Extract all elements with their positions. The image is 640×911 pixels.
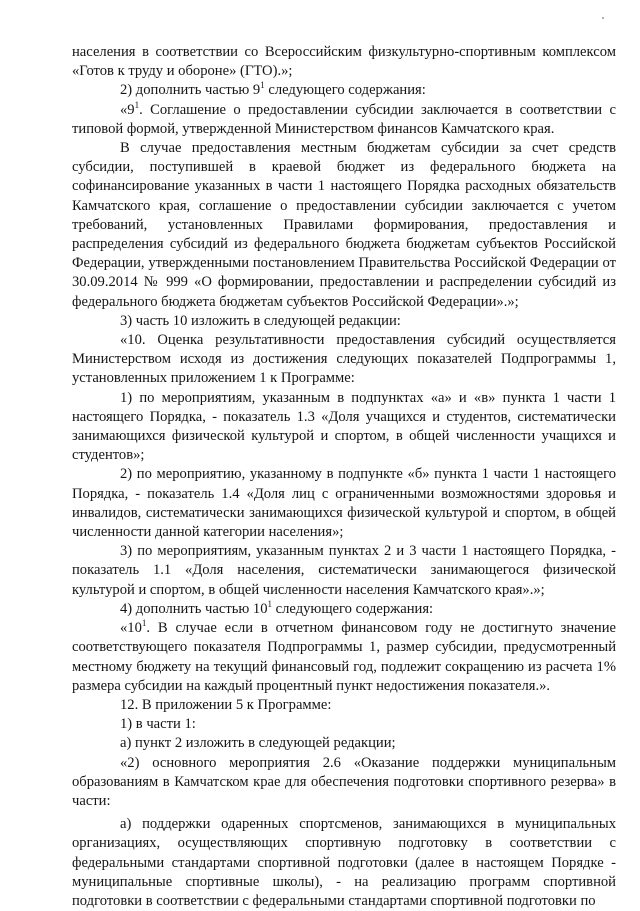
paragraph <box>72 696 616 715</box>
scan-mark <box>602 17 604 19</box>
paragraph <box>72 715 616 734</box>
paragraph-text: «2) основного мероприятия 2.6 «Оказание поддержки муниципальным образованиям в Камчатском крае для обеспечения подготовки спортивного резерва» в части: <box>72 754 616 809</box>
paragraph-text: 3) часть 10 изложить в следующей редакции: <box>120 312 401 329</box>
paragraph <box>72 331 616 389</box>
paragraph <box>72 600 616 619</box>
paragraph-text-tail: следующего содержания: <box>264 82 426 99</box>
paragraph-text-tail: . Соглашение о предоставлении субсидии заключается в соответствии с типовой формой, утвержденной Министерством финансов Камчатского края. <box>72 101 616 137</box>
paragraph-text: В случае предоставления местным бюджетам субсидии за счет средств субсидии, поступившей в краевой бюджет из федерального бюджета на софинансирование указанных в части 1 настоящего Порядка расходных обязательств Камчатского края, соглашение о предоставлении субсидии заключается с учетом требований, установленных Правилами формирования, предоставления и распределения субсидий из федерального бюджета бюджетам субъектов Российской Федерации, утвержденными постановлением Правительства Российской Федерации от 30.09.2014 № 999 «О формировании, предоставлении и распределении субсидий из федерального бюджета бюджетам субъектов Российской Федерации».»; <box>72 140 616 310</box>
paragraph-text: «9 <box>120 101 135 118</box>
paragraph-text: населения в соответствии со Всероссийским физкультурно-спортивным комплексом «Готов к труду и обороне» (ГТО).»; <box>72 44 616 80</box>
paragraph-text: «10. Оценка результативности предоставления субсидий осуществляется Министерством исходя из достижения следующих показателей Подпрограммы 1, установленных приложением 1 к Программе: <box>72 332 616 387</box>
paragraph-text: 12. В приложении 5 к Программе: <box>120 696 332 713</box>
paragraph <box>72 43 616 81</box>
paragraph-text-tail: . В случае если в отчетном финансовом году не достигнуто значение соответствующего показателя Подпрограммы 1, размер субсидии, предусмотренный местному бюджету на текущий финансовый год, подлежит сокращению из расчета 1% размера субсидии на каждый процентный пункт недостижения показателя.». <box>72 620 616 694</box>
paragraph <box>72 734 616 753</box>
paragraph <box>72 815 616 911</box>
paragraph <box>72 619 616 696</box>
paragraph-text: 1) в части 1: <box>120 716 196 733</box>
paragraph-text: 2) дополнить частью 9 <box>120 82 261 99</box>
superscript: 1 <box>141 618 147 629</box>
superscript: 1 <box>260 80 265 91</box>
paragraph <box>72 542 616 600</box>
paragraph <box>72 81 616 100</box>
paragraph-text: 4) дополнить частью 10 <box>120 600 268 617</box>
document-body <box>72 43 616 911</box>
paragraph-text: «10 <box>120 620 142 637</box>
paragraph-text: 2) по мероприятию, указанному в подпункте «б» пункта 1 части 1 настоящего Порядка, - показатель 1.4 «Доля лиц с ограниченными возможностями здоровья и инвалидов, систематически занимающихся физической культурой и спортом, в общей численности данной категории населения»; <box>72 466 616 541</box>
paragraph <box>72 101 616 139</box>
superscript: 1 <box>134 99 140 110</box>
paragraph <box>72 389 616 466</box>
paragraph <box>72 754 616 812</box>
paragraph-text: а) пункт 2 изложить в следующей редакции; <box>120 735 396 752</box>
paragraph-text: 3) по мероприятиям, указанным пунктах 2 и 3 части 1 настоящего Порядка, - показатель 1.1 «Доля населения, систематически занимающегося физической культурой и спортом, в общей численности населения Камчатского края».»; <box>72 543 616 598</box>
superscript: 1 <box>267 598 272 609</box>
paragraph-text: а) поддержки одаренных спортсменов, занимающихся в муниципальных организациях, осуществляющих спортивную подготовку в соответствии с федеральными стандартами спортивной подготовки (далее в настоящем Порядке - муниципальные спортивные школы), - на реализацию программ спортивной подготовки в соответствии с федеральными стандартами спортивной подготовки по <box>72 816 616 909</box>
paragraph-text-tail: следующего содержания: <box>272 600 434 617</box>
paragraph <box>72 312 616 331</box>
paragraph <box>72 139 616 312</box>
paragraph <box>72 465 616 542</box>
paragraph-text: 1) по мероприятиям, указанным в подпунктах «а» и «в» пункта 1 части 1 настоящего Порядка, - показатель 1.3 «Доля учащихся и студентов, систематически занимающихся физической культурой и спортом, в общей численности учащихся и студентов»; <box>72 389 616 464</box>
